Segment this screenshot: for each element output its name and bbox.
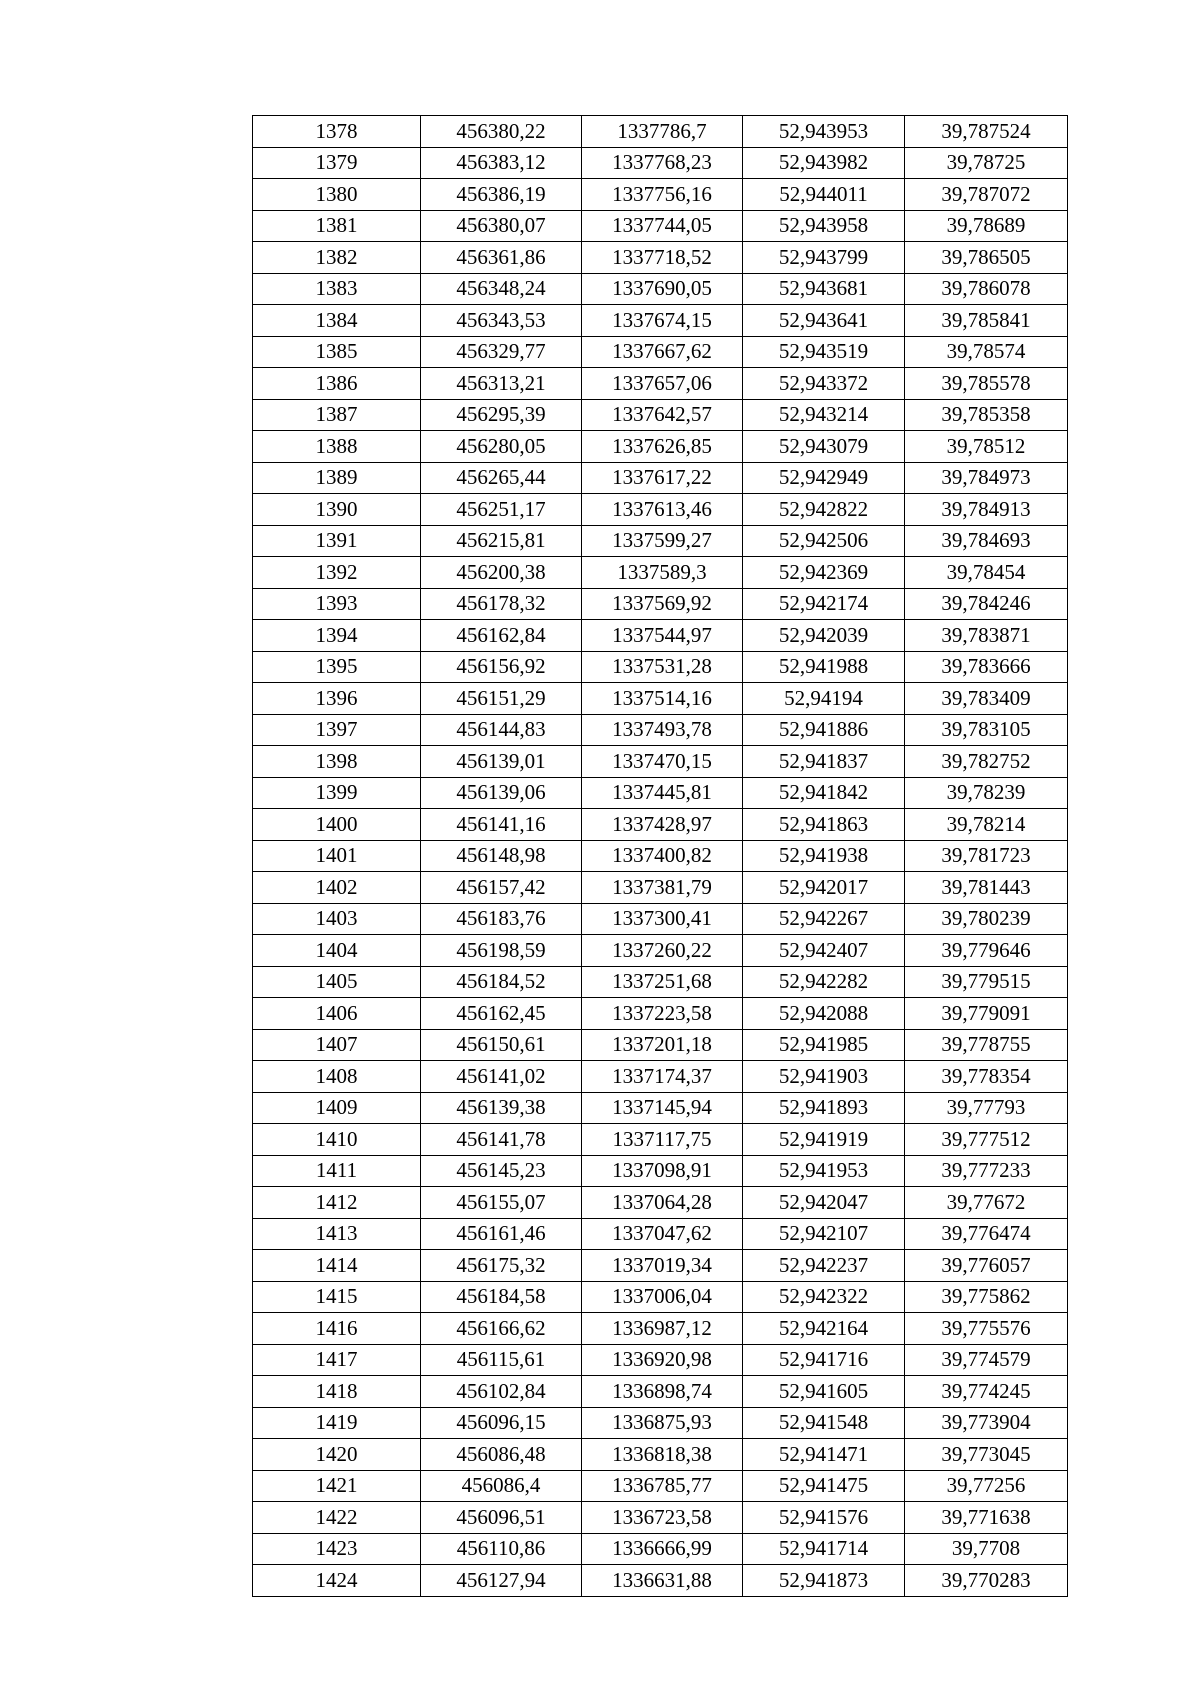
latitude-cell: 52,941576 (743, 1502, 905, 1534)
y-coordinate-cell: 1337428,97 (582, 809, 743, 841)
y-coordinate-cell: 1336898,74 (582, 1376, 743, 1408)
point-number-cell: 1402 (253, 872, 421, 904)
point-number-cell: 1401 (253, 840, 421, 872)
point-number-cell: 1393 (253, 588, 421, 620)
table-row (253, 809, 1068, 841)
table-row (253, 1376, 1068, 1408)
point-number-cell: 1420 (253, 1439, 421, 1471)
point-number-cell: 1382 (253, 242, 421, 274)
point-number-cell: 1398 (253, 746, 421, 778)
table-row (253, 305, 1068, 337)
latitude-cell: 52,941953 (743, 1155, 905, 1187)
y-coordinate-cell: 1337599,27 (582, 525, 743, 557)
longitude-cell: 39,778354 (905, 1061, 1068, 1093)
point-number-cell: 1400 (253, 809, 421, 841)
latitude-cell: 52,943214 (743, 399, 905, 431)
point-number-cell: 1414 (253, 1250, 421, 1282)
table-row (253, 525, 1068, 557)
longitude-cell: 39,784246 (905, 588, 1068, 620)
table-row (253, 273, 1068, 305)
x-coordinate-cell: 456086,48 (421, 1439, 582, 1471)
table-row (253, 116, 1068, 148)
y-coordinate-cell: 1337117,75 (582, 1124, 743, 1156)
latitude-cell: 52,941716 (743, 1344, 905, 1376)
longitude-cell: 39,784913 (905, 494, 1068, 526)
y-coordinate-cell: 1337642,57 (582, 399, 743, 431)
point-number-cell: 1396 (253, 683, 421, 715)
x-coordinate-cell: 456139,01 (421, 746, 582, 778)
longitude-cell: 39,777512 (905, 1124, 1068, 1156)
point-number-cell: 1384 (253, 305, 421, 337)
y-coordinate-cell: 1337531,28 (582, 651, 743, 683)
table-row (253, 336, 1068, 368)
longitude-cell: 39,785358 (905, 399, 1068, 431)
latitude-cell: 52,942088 (743, 998, 905, 1030)
point-number-cell: 1422 (253, 1502, 421, 1534)
longitude-cell: 39,771638 (905, 1502, 1068, 1534)
y-coordinate-cell: 1337544,97 (582, 620, 743, 652)
longitude-cell: 39,776474 (905, 1218, 1068, 1250)
longitude-cell: 39,78214 (905, 809, 1068, 841)
x-coordinate-cell: 456383,12 (421, 147, 582, 179)
table-row (253, 462, 1068, 494)
latitude-cell: 52,942039 (743, 620, 905, 652)
longitude-cell: 39,783409 (905, 683, 1068, 715)
longitude-cell: 39,78239 (905, 777, 1068, 809)
x-coordinate-cell: 456115,61 (421, 1344, 582, 1376)
point-number-cell: 1383 (253, 273, 421, 305)
x-coordinate-cell: 456144,83 (421, 714, 582, 746)
table-row (253, 620, 1068, 652)
coordinates-table (252, 115, 1068, 1597)
y-coordinate-cell: 1336987,12 (582, 1313, 743, 1345)
x-coordinate-cell: 456161,46 (421, 1218, 582, 1250)
point-number-cell: 1413 (253, 1218, 421, 1250)
longitude-cell: 39,78512 (905, 431, 1068, 463)
y-coordinate-cell: 1337260,22 (582, 935, 743, 967)
x-coordinate-cell: 456157,42 (421, 872, 582, 904)
point-number-cell: 1406 (253, 998, 421, 1030)
longitude-cell: 39,783871 (905, 620, 1068, 652)
table-row (253, 746, 1068, 778)
latitude-cell: 52,941988 (743, 651, 905, 683)
longitude-cell: 39,783666 (905, 651, 1068, 683)
latitude-cell: 52,941714 (743, 1533, 905, 1565)
latitude-cell: 52,943799 (743, 242, 905, 274)
y-coordinate-cell: 1336920,98 (582, 1344, 743, 1376)
y-coordinate-cell: 1337768,23 (582, 147, 743, 179)
y-coordinate-cell: 1336875,93 (582, 1407, 743, 1439)
x-coordinate-cell: 456102,84 (421, 1376, 582, 1408)
table-row (253, 1124, 1068, 1156)
y-coordinate-cell: 1336723,58 (582, 1502, 743, 1534)
latitude-cell: 52,942322 (743, 1281, 905, 1313)
y-coordinate-cell: 1337019,34 (582, 1250, 743, 1282)
latitude-cell: 52,942047 (743, 1187, 905, 1219)
x-coordinate-cell: 456150,61 (421, 1029, 582, 1061)
longitude-cell: 39,773045 (905, 1439, 1068, 1471)
y-coordinate-cell: 1337201,18 (582, 1029, 743, 1061)
point-number-cell: 1399 (253, 777, 421, 809)
latitude-cell: 52,941863 (743, 809, 905, 841)
y-coordinate-cell: 1337718,52 (582, 242, 743, 274)
y-coordinate-cell: 1337098,91 (582, 1155, 743, 1187)
table-row (253, 557, 1068, 589)
longitude-cell: 39,78725 (905, 147, 1068, 179)
table-row (253, 714, 1068, 746)
x-coordinate-cell: 456198,59 (421, 935, 582, 967)
longitude-cell: 39,781723 (905, 840, 1068, 872)
x-coordinate-cell: 456361,86 (421, 242, 582, 274)
longitude-cell: 39,786505 (905, 242, 1068, 274)
y-coordinate-cell: 1337626,85 (582, 431, 743, 463)
table-row (253, 840, 1068, 872)
latitude-cell: 52,941471 (743, 1439, 905, 1471)
longitude-cell: 39,776057 (905, 1250, 1068, 1282)
table-row (253, 1061, 1068, 1093)
latitude-cell: 52,942282 (743, 966, 905, 998)
point-number-cell: 1379 (253, 147, 421, 179)
longitude-cell: 39,773904 (905, 1407, 1068, 1439)
y-coordinate-cell: 1337786,7 (582, 116, 743, 148)
latitude-cell: 52,941893 (743, 1092, 905, 1124)
y-coordinate-cell: 1337251,68 (582, 966, 743, 998)
point-number-cell: 1417 (253, 1344, 421, 1376)
latitude-cell: 52,941938 (743, 840, 905, 872)
longitude-cell: 39,785841 (905, 305, 1068, 337)
table-row (253, 147, 1068, 179)
latitude-cell: 52,941873 (743, 1565, 905, 1597)
latitude-cell: 52,94194 (743, 683, 905, 715)
y-coordinate-cell: 1337047,62 (582, 1218, 743, 1250)
longitude-cell: 39,779515 (905, 966, 1068, 998)
x-coordinate-cell: 456156,92 (421, 651, 582, 683)
latitude-cell: 52,941903 (743, 1061, 905, 1093)
table-row (253, 935, 1068, 967)
longitude-cell: 39,77256 (905, 1470, 1068, 1502)
latitude-cell: 52,942017 (743, 872, 905, 904)
y-coordinate-cell: 1336785,77 (582, 1470, 743, 1502)
longitude-cell: 39,774579 (905, 1344, 1068, 1376)
y-coordinate-cell: 1337400,82 (582, 840, 743, 872)
x-coordinate-cell: 456162,84 (421, 620, 582, 652)
point-number-cell: 1419 (253, 1407, 421, 1439)
y-coordinate-cell: 1337756,16 (582, 179, 743, 211)
x-coordinate-cell: 456251,17 (421, 494, 582, 526)
y-coordinate-cell: 1337064,28 (582, 1187, 743, 1219)
longitude-cell: 39,779091 (905, 998, 1068, 1030)
table-row (253, 210, 1068, 242)
x-coordinate-cell: 456313,21 (421, 368, 582, 400)
latitude-cell: 52,942506 (743, 525, 905, 557)
y-coordinate-cell: 1336666,99 (582, 1533, 743, 1565)
latitude-cell: 52,943982 (743, 147, 905, 179)
longitude-cell: 39,787524 (905, 116, 1068, 148)
table-row (253, 1439, 1068, 1471)
x-coordinate-cell: 456162,45 (421, 998, 582, 1030)
point-number-cell: 1387 (253, 399, 421, 431)
longitude-cell: 39,785578 (905, 368, 1068, 400)
table-row (253, 1313, 1068, 1345)
latitude-cell: 52,942267 (743, 903, 905, 935)
point-number-cell: 1385 (253, 336, 421, 368)
point-number-cell: 1381 (253, 210, 421, 242)
x-coordinate-cell: 456380,22 (421, 116, 582, 148)
y-coordinate-cell: 1337223,58 (582, 998, 743, 1030)
y-coordinate-cell: 1337445,81 (582, 777, 743, 809)
x-coordinate-cell: 456139,38 (421, 1092, 582, 1124)
x-coordinate-cell: 456178,32 (421, 588, 582, 620)
latitude-cell: 52,942237 (743, 1250, 905, 1282)
table-row (253, 1533, 1068, 1565)
table-row (253, 903, 1068, 935)
y-coordinate-cell: 1337381,79 (582, 872, 743, 904)
table-row (253, 1407, 1068, 1439)
table-row (253, 872, 1068, 904)
point-number-cell: 1421 (253, 1470, 421, 1502)
table-row (253, 1218, 1068, 1250)
y-coordinate-cell: 1337744,05 (582, 210, 743, 242)
latitude-cell: 52,944011 (743, 179, 905, 211)
x-coordinate-cell: 456139,06 (421, 777, 582, 809)
latitude-cell: 52,943641 (743, 305, 905, 337)
longitude-cell: 39,7708 (905, 1533, 1068, 1565)
longitude-cell: 39,78574 (905, 336, 1068, 368)
latitude-cell: 52,943079 (743, 431, 905, 463)
latitude-cell: 52,942164 (743, 1313, 905, 1345)
table-row (253, 431, 1068, 463)
longitude-cell: 39,780239 (905, 903, 1068, 935)
x-coordinate-cell: 456200,38 (421, 557, 582, 589)
latitude-cell: 52,942949 (743, 462, 905, 494)
table-row (253, 777, 1068, 809)
y-coordinate-cell: 1337006,04 (582, 1281, 743, 1313)
table-row (253, 651, 1068, 683)
x-coordinate-cell: 456184,52 (421, 966, 582, 998)
latitude-cell: 52,941919 (743, 1124, 905, 1156)
table-row (253, 588, 1068, 620)
table-row (253, 1502, 1068, 1534)
table-row (253, 1344, 1068, 1376)
point-number-cell: 1389 (253, 462, 421, 494)
longitude-cell: 39,774245 (905, 1376, 1068, 1408)
x-coordinate-cell: 456295,39 (421, 399, 582, 431)
point-number-cell: 1380 (253, 179, 421, 211)
point-number-cell: 1416 (253, 1313, 421, 1345)
y-coordinate-cell: 1337470,15 (582, 746, 743, 778)
latitude-cell: 52,943953 (743, 116, 905, 148)
latitude-cell: 52,943519 (743, 336, 905, 368)
table-row (253, 179, 1068, 211)
longitude-cell: 39,775576 (905, 1313, 1068, 1345)
longitude-cell: 39,77793 (905, 1092, 1068, 1124)
x-coordinate-cell: 456175,32 (421, 1250, 582, 1282)
latitude-cell: 52,941886 (743, 714, 905, 746)
point-number-cell: 1392 (253, 557, 421, 589)
latitude-cell: 52,941475 (743, 1470, 905, 1502)
latitude-cell: 52,942107 (743, 1218, 905, 1250)
y-coordinate-cell: 1337589,3 (582, 557, 743, 589)
longitude-cell: 39,779646 (905, 935, 1068, 967)
point-number-cell: 1388 (253, 431, 421, 463)
x-coordinate-cell: 456343,53 (421, 305, 582, 337)
y-coordinate-cell: 1336818,38 (582, 1439, 743, 1471)
point-number-cell: 1404 (253, 935, 421, 967)
table-row (253, 966, 1068, 998)
table-row (253, 1565, 1068, 1597)
x-coordinate-cell: 456141,02 (421, 1061, 582, 1093)
point-number-cell: 1386 (253, 368, 421, 400)
latitude-cell: 52,943372 (743, 368, 905, 400)
point-number-cell: 1395 (253, 651, 421, 683)
point-number-cell: 1405 (253, 966, 421, 998)
y-coordinate-cell: 1336631,88 (582, 1565, 743, 1597)
longitude-cell: 39,781443 (905, 872, 1068, 904)
longitude-cell: 39,78454 (905, 557, 1068, 589)
x-coordinate-cell: 456265,44 (421, 462, 582, 494)
latitude-cell: 52,942174 (743, 588, 905, 620)
y-coordinate-cell: 1337657,06 (582, 368, 743, 400)
latitude-cell: 52,941985 (743, 1029, 905, 1061)
longitude-cell: 39,787072 (905, 179, 1068, 211)
x-coordinate-cell: 456086,4 (421, 1470, 582, 1502)
latitude-cell: 52,941837 (743, 746, 905, 778)
latitude-cell: 52,943681 (743, 273, 905, 305)
longitude-cell: 39,782752 (905, 746, 1068, 778)
table-row (253, 683, 1068, 715)
y-coordinate-cell: 1337145,94 (582, 1092, 743, 1124)
x-coordinate-cell: 456280,05 (421, 431, 582, 463)
point-number-cell: 1408 (253, 1061, 421, 1093)
latitude-cell: 52,942407 (743, 935, 905, 967)
coordinates-table-body (253, 116, 1068, 1597)
x-coordinate-cell: 456110,86 (421, 1533, 582, 1565)
point-number-cell: 1415 (253, 1281, 421, 1313)
table-row (253, 1281, 1068, 1313)
point-number-cell: 1411 (253, 1155, 421, 1187)
x-coordinate-cell: 456148,98 (421, 840, 582, 872)
latitude-cell: 52,942369 (743, 557, 905, 589)
x-coordinate-cell: 456155,07 (421, 1187, 582, 1219)
y-coordinate-cell: 1337514,16 (582, 683, 743, 715)
point-number-cell: 1412 (253, 1187, 421, 1219)
longitude-cell: 39,778755 (905, 1029, 1068, 1061)
table-row (253, 399, 1068, 431)
y-coordinate-cell: 1337300,41 (582, 903, 743, 935)
y-coordinate-cell: 1337613,46 (582, 494, 743, 526)
x-coordinate-cell: 456127,94 (421, 1565, 582, 1597)
table-row (253, 1187, 1068, 1219)
point-number-cell: 1423 (253, 1533, 421, 1565)
point-number-cell: 1394 (253, 620, 421, 652)
x-coordinate-cell: 456151,29 (421, 683, 582, 715)
point-number-cell: 1410 (253, 1124, 421, 1156)
x-coordinate-cell: 456348,24 (421, 273, 582, 305)
point-number-cell: 1407 (253, 1029, 421, 1061)
y-coordinate-cell: 1337569,92 (582, 588, 743, 620)
latitude-cell: 52,942822 (743, 494, 905, 526)
table-row (253, 1470, 1068, 1502)
point-number-cell: 1397 (253, 714, 421, 746)
x-coordinate-cell: 456166,62 (421, 1313, 582, 1345)
longitude-cell: 39,784693 (905, 525, 1068, 557)
table-row (253, 1092, 1068, 1124)
latitude-cell: 52,943958 (743, 210, 905, 242)
x-coordinate-cell: 456145,23 (421, 1155, 582, 1187)
longitude-cell: 39,783105 (905, 714, 1068, 746)
latitude-cell: 52,941548 (743, 1407, 905, 1439)
longitude-cell: 39,770283 (905, 1565, 1068, 1597)
longitude-cell: 39,786078 (905, 273, 1068, 305)
x-coordinate-cell: 456215,81 (421, 525, 582, 557)
table-row (253, 1155, 1068, 1187)
x-coordinate-cell: 456184,58 (421, 1281, 582, 1313)
point-number-cell: 1409 (253, 1092, 421, 1124)
table-row (253, 494, 1068, 526)
point-number-cell: 1391 (253, 525, 421, 557)
latitude-cell: 52,941605 (743, 1376, 905, 1408)
x-coordinate-cell: 456096,15 (421, 1407, 582, 1439)
x-coordinate-cell: 456380,07 (421, 210, 582, 242)
table-row (253, 242, 1068, 274)
longitude-cell: 39,784973 (905, 462, 1068, 494)
latitude-cell: 52,941842 (743, 777, 905, 809)
x-coordinate-cell: 456141,78 (421, 1124, 582, 1156)
point-number-cell: 1390 (253, 494, 421, 526)
y-coordinate-cell: 1337174,37 (582, 1061, 743, 1093)
point-number-cell: 1424 (253, 1565, 421, 1597)
y-coordinate-cell: 1337617,22 (582, 462, 743, 494)
x-coordinate-cell: 456386,19 (421, 179, 582, 211)
point-number-cell: 1403 (253, 903, 421, 935)
longitude-cell: 39,78689 (905, 210, 1068, 242)
table-row (253, 1250, 1068, 1282)
table-row (253, 1029, 1068, 1061)
y-coordinate-cell: 1337674,15 (582, 305, 743, 337)
point-number-cell: 1378 (253, 116, 421, 148)
longitude-cell: 39,775862 (905, 1281, 1068, 1313)
x-coordinate-cell: 456329,77 (421, 336, 582, 368)
longitude-cell: 39,777233 (905, 1155, 1068, 1187)
longitude-cell: 39,77672 (905, 1187, 1068, 1219)
table-row (253, 368, 1068, 400)
y-coordinate-cell: 1337667,62 (582, 336, 743, 368)
x-coordinate-cell: 456096,51 (421, 1502, 582, 1534)
y-coordinate-cell: 1337690,05 (582, 273, 743, 305)
x-coordinate-cell: 456141,16 (421, 809, 582, 841)
y-coordinate-cell: 1337493,78 (582, 714, 743, 746)
table-row (253, 998, 1068, 1030)
point-number-cell: 1418 (253, 1376, 421, 1408)
x-coordinate-cell: 456183,76 (421, 903, 582, 935)
